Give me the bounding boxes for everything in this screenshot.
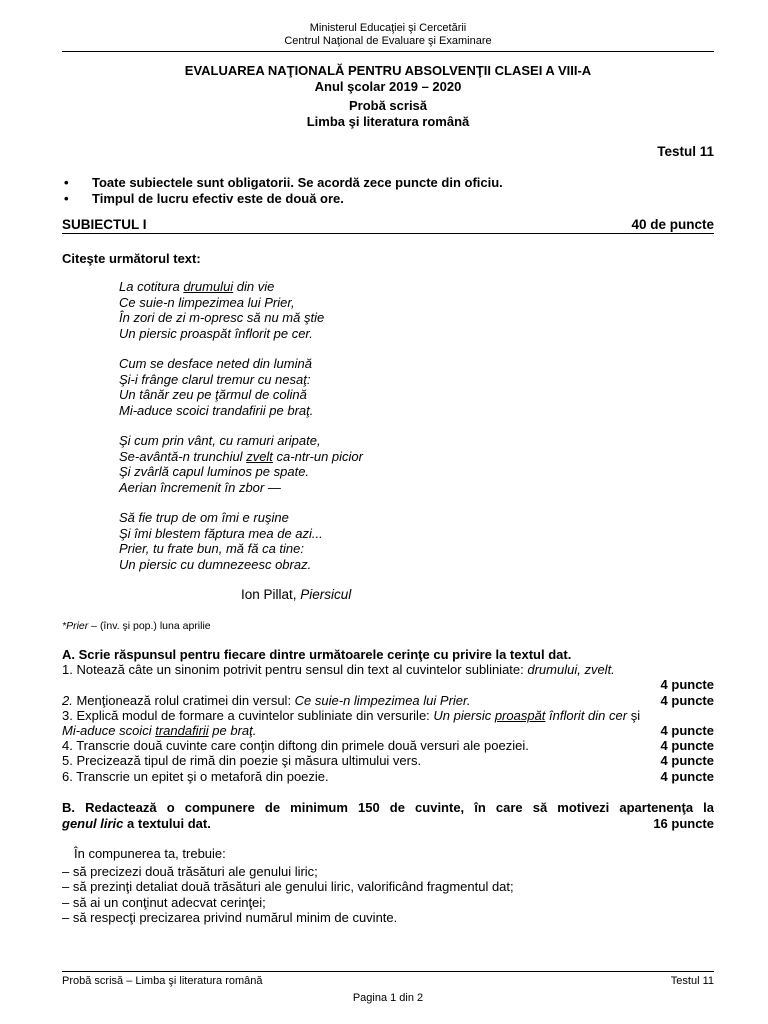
verse-line: Un piersic cu dumnezeesc obraz. bbox=[119, 556, 312, 572]
verse-line: Şi îmi blestem făptura mea de azi... bbox=[119, 525, 323, 541]
underlined-word: zvelt bbox=[246, 448, 273, 464]
question-points: 4 puncte bbox=[660, 738, 714, 754]
read-instruction: Citeşte următorul text: bbox=[62, 251, 201, 266]
verse-line: Şi cum prin vânt, cu ramuri aripate, bbox=[119, 433, 321, 448]
question-3-cont: Mi-aduce scoici trandafirii pe braţ. 4 puncte bbox=[62, 723, 714, 739]
requirement-item: – să respecţi precizarea privind numărul minim de cuvinte. bbox=[62, 910, 398, 925]
rule-item: • Toate subiectele sunt obligatorii. Se acordă zece puncte din oficiu. bbox=[62, 175, 714, 191]
poem bbox=[119, 279, 363, 587]
poem-author bbox=[241, 587, 351, 602]
question-5: 5. Precizează tipul de rimă din poezie şi măsura ultimului vers. 4 puncte bbox=[62, 753, 714, 769]
exam-title: EVALUAREA NAŢIONALĂ PENTRU ABSOLVENŢII CLASEI A VIII-A bbox=[184, 63, 592, 78]
question-4: 4. Transcrie două cuvinte care conţin diftong din primele două versuri ale poeziei. 4 puncte bbox=[62, 738, 714, 754]
stanza-4 bbox=[119, 510, 363, 572]
verse-line: Un tânăr zeu pe ţărmul de colină bbox=[119, 387, 307, 402]
question-1: 1. Notează câte un sinonim potrivit pentru sensul din text al cuvintelor subliniate: drumului, zvelt. bbox=[62, 662, 615, 678]
footnote bbox=[62, 620, 211, 632]
footer-right: Testul 11 bbox=[670, 975, 714, 987]
stanza-2 bbox=[119, 356, 363, 418]
section-b-points: 16 puncte bbox=[653, 816, 714, 831]
exam-titles bbox=[62, 63, 714, 130]
section-a-heading: A. Scrie răspunsul pentru fiecare dintre următoarele cerinţe cu privire la textul dat. bbox=[62, 647, 572, 662]
question-points: 4 puncte bbox=[660, 677, 714, 693]
verse-line: Prier, tu frate bun, mă fă ca tine: bbox=[119, 541, 304, 556]
question-3: 3. Explică modul de formare a cuvintelor subliniate din versurile: Un piersic proaspăt înflorit din cer şi bbox=[62, 707, 641, 723]
page-number: Pagina 1 din 2 bbox=[352, 992, 424, 1004]
ministry-header bbox=[62, 22, 714, 48]
verse-line: În zori de zi m-opresc să nu mă ştie bbox=[119, 310, 325, 325]
composition-requirements bbox=[62, 846, 514, 926]
footnote-text: – (înv. şi pop.) luna aprilie bbox=[88, 620, 211, 632]
verse-line: Cum se desface neted din lumină bbox=[119, 356, 312, 371]
author-name: Ion Pillat, bbox=[241, 587, 301, 602]
requirement-item: – să ai un conţinut adecvat cerinţei; bbox=[62, 894, 266, 910]
subject-points: 40 de puncte bbox=[631, 217, 714, 232]
exam-subject: Limba şi literatura română bbox=[306, 114, 470, 129]
requirement-item: – să prezinţi detaliat două trăsături ale genului liric, valorificând fragmentul dat; bbox=[62, 879, 514, 894]
underlined-word: drumului bbox=[183, 279, 234, 294]
verse-line: Şi-i frânge clarul tremur cu nesaţ: bbox=[119, 371, 311, 387]
test-label: Testul 11 bbox=[657, 144, 714, 159]
question-1-points-row bbox=[62, 677, 714, 692]
poem-title: Piersicul bbox=[300, 587, 352, 602]
footer-divider bbox=[62, 971, 714, 972]
subject-title: SUBIECTUL I bbox=[62, 217, 147, 232]
requirement-item: – să precizezi două trăsături ale genului liric; bbox=[62, 863, 318, 879]
footnote-term: *Prier bbox=[62, 620, 89, 632]
section-b bbox=[62, 800, 714, 832]
section-a bbox=[62, 647, 714, 784]
footer-left: Probă scrisă – Limba şi literatura română bbox=[62, 975, 263, 987]
center-name: Centrul Naţional de Evaluare şi Examinare bbox=[284, 35, 492, 47]
rules-list bbox=[62, 175, 714, 207]
exam-page bbox=[62, 0, 714, 1024]
question-6: 6. Transcrie un epitet şi o metaforă din poezie. 4 puncte bbox=[62, 768, 714, 784]
question-points: 4 puncte bbox=[660, 723, 714, 739]
verse-line: Un piersic proaspăt înflorit pe cer. bbox=[119, 325, 313, 341]
verse-line: Mi-aduce scoici trandafirii pe braţ. bbox=[119, 402, 314, 418]
genre-term: genul liric bbox=[62, 816, 124, 831]
subject-heading bbox=[62, 217, 714, 232]
exam-type: Probă scrisă bbox=[348, 98, 428, 113]
header-divider bbox=[62, 51, 714, 52]
verse-line: Se-avântă-n trunchiul zvelt ca-ntr-un picior bbox=[119, 448, 363, 464]
verse-line: Ce suie-n limpezimea lui Prier, bbox=[119, 294, 295, 310]
verse-line: Aerian încremenit în zbor — bbox=[119, 479, 281, 495]
question-2: 2. Menţionează rolul cratimei din versul: Ce suie-n limpezimea lui Prier. 4 puncte bbox=[62, 692, 714, 708]
verse-line: Şi zvârlă capul luminos pe spate. bbox=[119, 464, 310, 479]
requirements-intro: În compunerea ta, trebuie: bbox=[74, 846, 226, 861]
question-points: 4 puncte bbox=[660, 692, 714, 708]
rule-item: • Timpul de lucru efectiv este de două ore. bbox=[62, 191, 714, 207]
ministry-name: Ministerul Educaţiei şi Cercetării bbox=[309, 22, 467, 34]
question-points: 4 puncte bbox=[660, 768, 714, 784]
question-points: 4 puncte bbox=[660, 753, 714, 769]
section-b-line-2: genul liric a textului dat. 16 puncte bbox=[62, 816, 714, 831]
page-footer bbox=[62, 975, 714, 987]
verse-line: La cotitura drumului din vie bbox=[119, 279, 275, 294]
subject-divider bbox=[62, 233, 714, 234]
section-b-line-1: B. Redactează o compunere de minimum 150 de cuvinte, în care să motivezi apartenenţa la bbox=[62, 800, 714, 815]
school-year: Anul şcolar 2019 – 2020 bbox=[314, 79, 462, 94]
stanza-3 bbox=[119, 433, 363, 495]
stanza-1 bbox=[119, 279, 363, 341]
verse-line: Să fie trup de om îmi e ruşine bbox=[119, 510, 289, 525]
